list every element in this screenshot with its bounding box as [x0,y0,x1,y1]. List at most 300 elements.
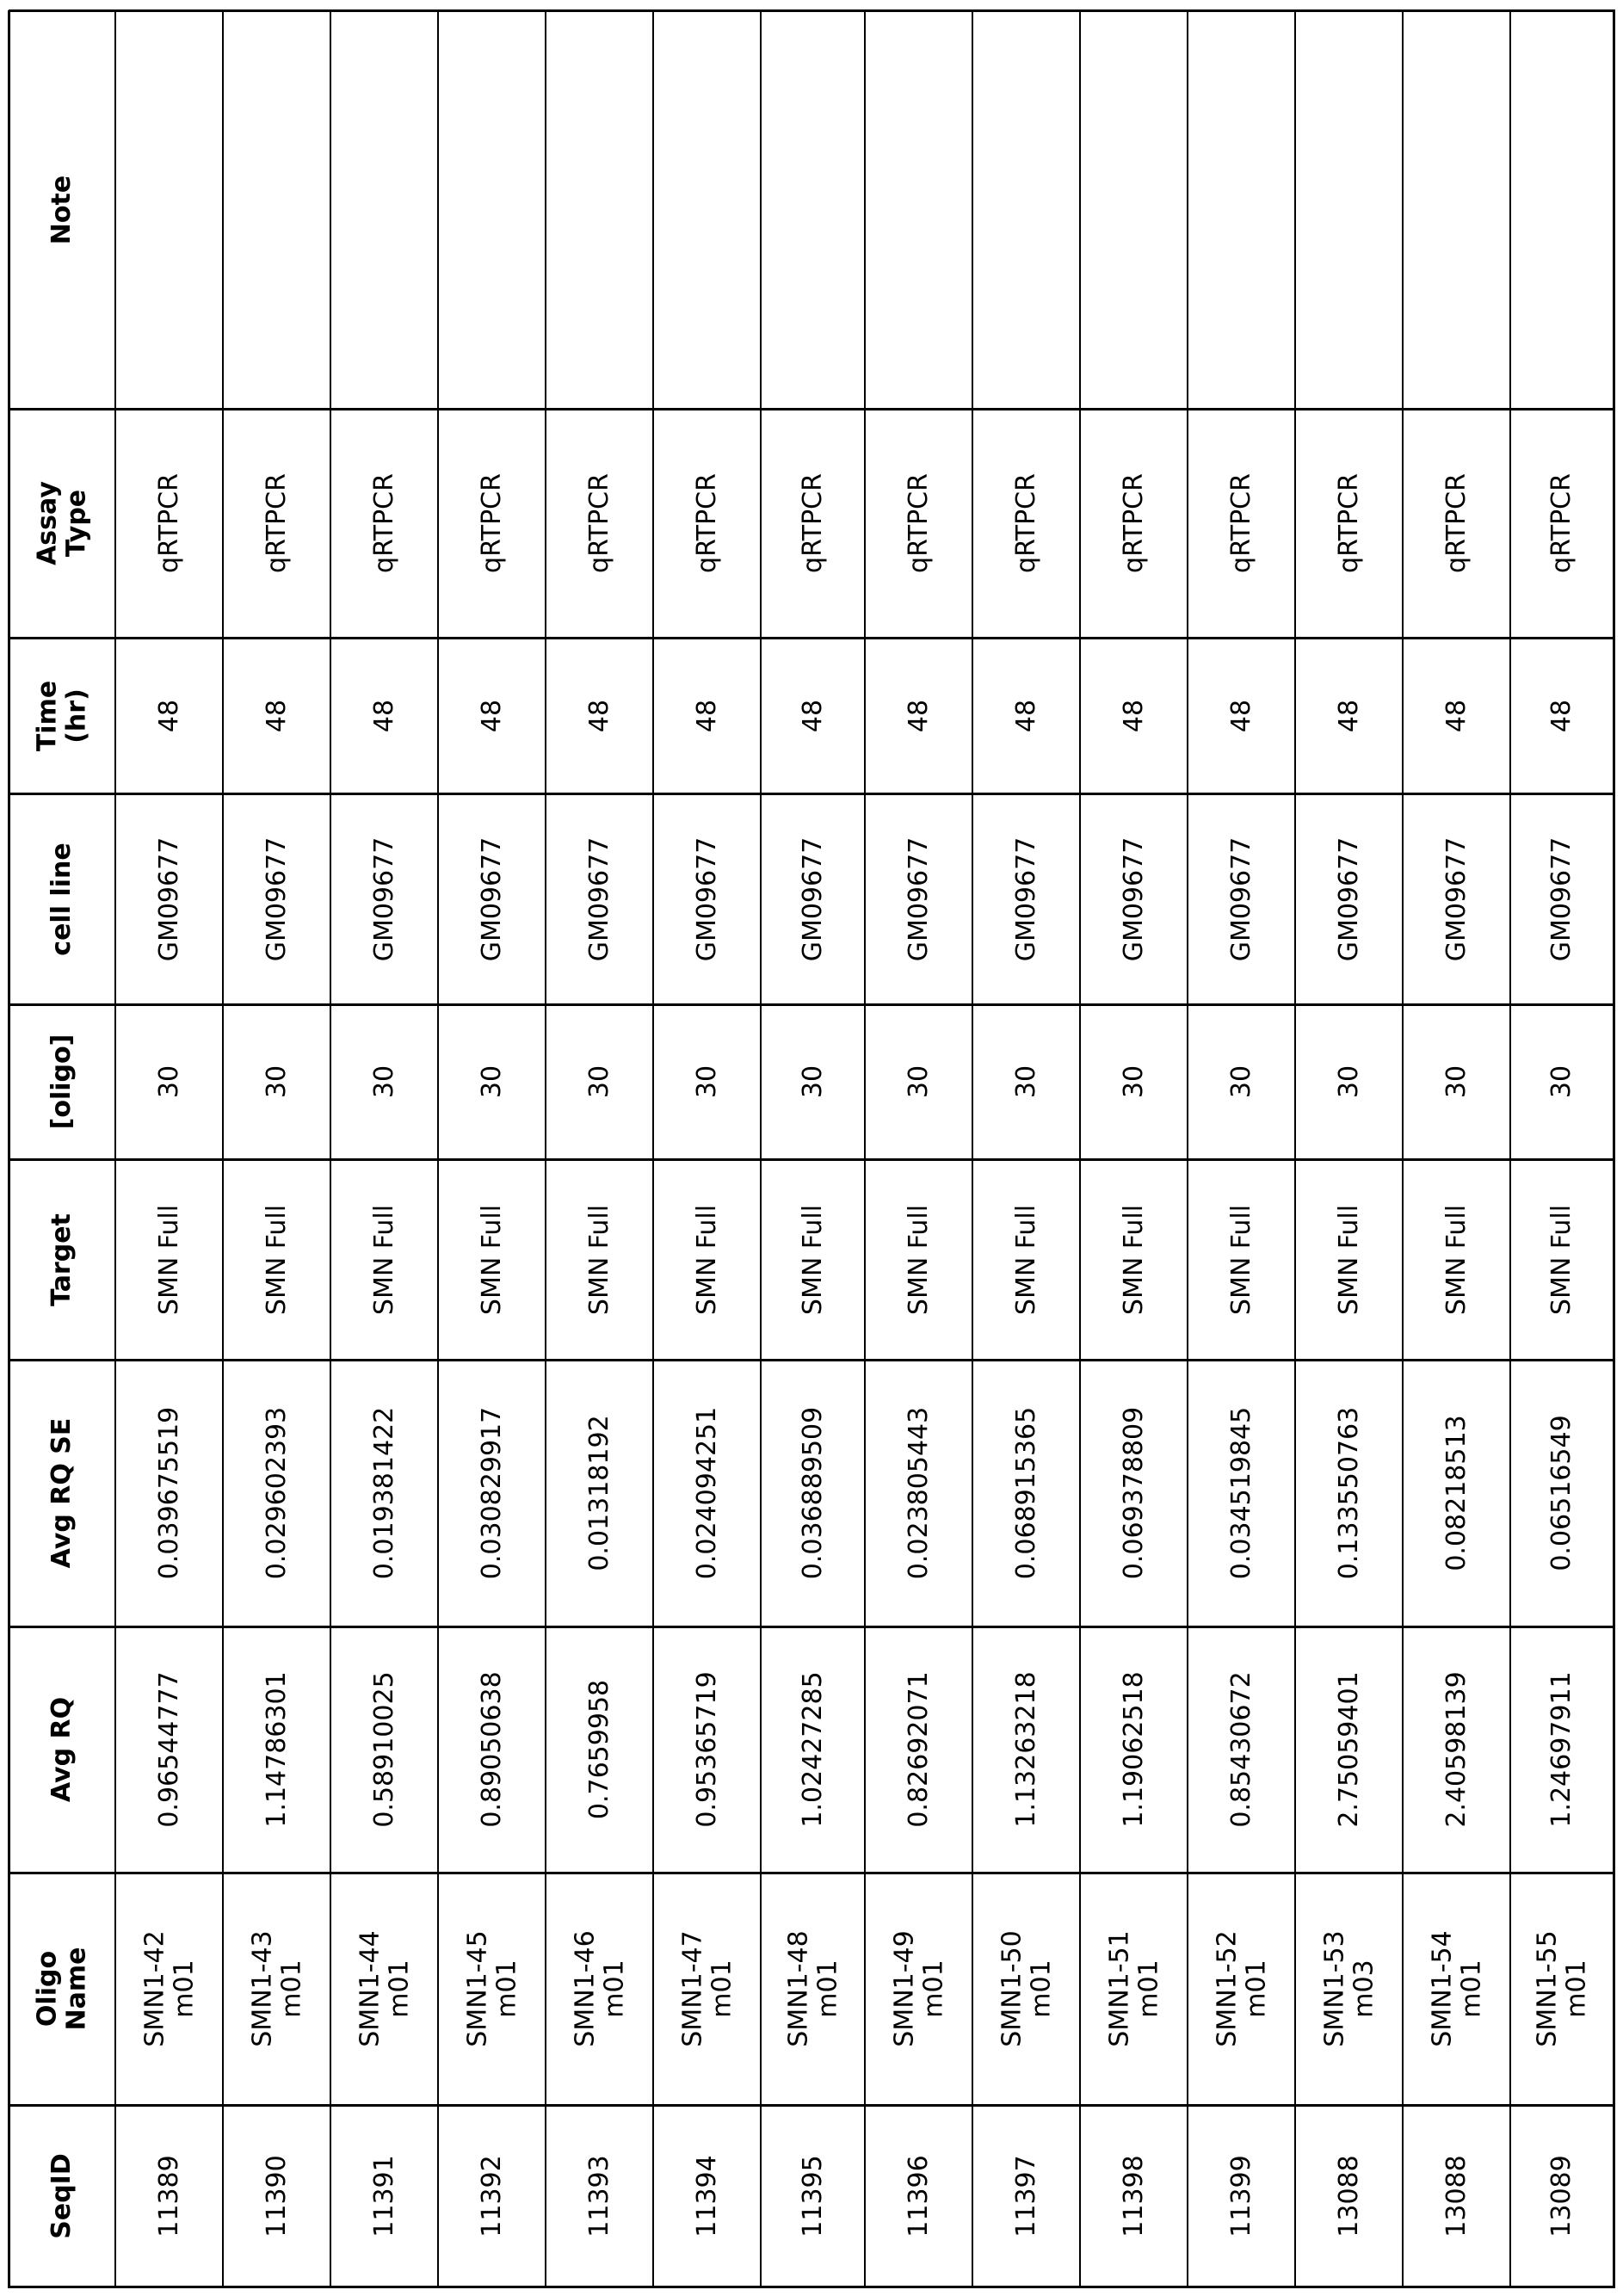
cell-value: 11398 [1118,2154,1149,2237]
cell-value: SMN Full [797,1204,828,1315]
column-header-oligo-conc [9,1004,115,1159]
cell-value: 30 [1441,1065,1472,1099]
cell-value: GM09677 [368,836,399,961]
cell-value: qRTPCR [261,473,292,573]
cell-oligo-name [761,1873,865,2105]
cell-value: GM09677 [691,836,722,961]
cell-value: 30 [903,1065,934,1099]
row-divider [652,10,654,2288]
column-divider [9,9,1615,12]
cell-oligo-conc [1403,1004,1510,1159]
cell-value: 11396 [903,2154,934,2237]
cell-avg-rq-se [865,1360,972,1626]
cell-oligo-name [653,1873,761,2105]
cell-value: SMN Full [691,1204,722,1315]
cell-time-hr [1403,638,1510,793]
cell-value: 0.7659958 [583,1679,614,1820]
cell-value: 30 [797,1065,828,1099]
cell-value: SMN Full [903,1204,934,1315]
cell-value: qRTPCR [797,473,828,573]
cell-value: 0.06516549 [1546,1415,1577,1571]
cell-target [1510,1159,1614,1360]
column-header-label: cell line [46,842,77,956]
cell-assay-type [972,409,1080,638]
cell-value: qRTPCR [368,473,399,573]
cell-oligo-name [1295,1873,1403,2105]
cell-avg-rq [1295,1626,1403,1873]
cell-oligo-name [1403,1873,1510,2105]
cell-time-hr [865,638,972,793]
cell-value: SMN1-54 m01 [1426,1930,1486,2047]
cell-target [653,1159,761,1360]
cell-note [761,10,865,409]
cell-value: 13088 [1333,2154,1364,2237]
cell-value: GM09677 [1118,836,1149,961]
cell-value: 0.029602393 [261,1406,292,1580]
cell-value: SMN1-47 m01 [676,1930,737,2047]
cell-assay-type [438,409,546,638]
cell-oligo-conc [761,1004,865,1159]
cell-time-hr [330,638,438,793]
cell-target [223,1159,330,1360]
cell-note [1403,10,1510,409]
cell-value: 30 [583,1065,614,1099]
cell-cell-line [653,793,761,1004]
cell-value: 48 [153,699,184,732]
cell-avg-rq [115,1626,223,1873]
cell-note [330,10,438,409]
column-divider [9,1158,1615,1161]
cell-value: 0.85430672 [1225,1671,1256,1828]
column-divider [9,1359,1615,1361]
cell-value: 48 [1010,699,1041,732]
cell-value: SMN Full [476,1204,507,1315]
cell-assay-type [1188,409,1295,638]
cell-value: 13088 [1441,2154,1472,2237]
cell-avg-rq-se [1080,1360,1188,1626]
cell-value: qRTPCR [1333,473,1364,573]
cell-value: 48 [903,699,934,732]
cell-value: GM09677 [1546,836,1577,961]
cell-value: 0.034519845 [1225,1406,1256,1580]
cell-value: SMN1-50 m01 [996,1930,1056,2047]
cell-value: 1.02427285 [797,1671,828,1828]
cell-value: 0.96544777 [153,1671,184,1828]
row-divider [1509,10,1511,2288]
cell-oligo-name [115,1873,223,2105]
column-divider [9,1626,1615,1628]
cell-cell-line [972,793,1080,1004]
cell-value: 11389 [153,2154,184,2237]
cell-avg-rq [223,1626,330,1873]
cell-value: GM09677 [1441,836,1472,961]
column-header-label: Time (hr) [32,680,91,751]
cell-avg-rq [1188,1626,1295,1873]
cell-note [1188,10,1295,409]
cell-value: qRTPCR [583,473,614,573]
cell-value: 1.14786301 [261,1671,292,1828]
cell-assay-type [653,409,761,638]
cell-cell-line [1080,793,1188,1004]
cell-time-hr [1188,638,1295,793]
cell-avg-rq-se [1510,1360,1614,1626]
column-header-label: Note [46,175,77,244]
cell-cell-line [438,793,546,1004]
column-header-target [9,1159,115,1360]
cell-value: 0.82692071 [903,1671,934,1828]
cell-value: 1.24697911 [1546,1671,1577,1828]
cell-value: 11394 [691,2154,722,2237]
cell-time-hr [223,638,330,793]
cell-value: SMN1-43 m01 [246,1930,306,2047]
cell-target [1403,1159,1510,1360]
cell-assay-type [1510,409,1614,638]
cell-oligo-conc [1510,1004,1614,1159]
cell-seqid [1080,2105,1188,2287]
cell-avg-rq [330,1626,438,1873]
cell-seqid [1188,2105,1295,2287]
column-header-label: Target [46,1213,77,1306]
cell-oligo-conc [546,1004,653,1159]
cell-oligo-conc [438,1004,546,1159]
cell-value: SMN1-53 m03 [1318,1930,1379,2047]
cell-seqid [1510,2105,1614,2287]
cell-value: SMN1-52 m01 [1211,1930,1271,2047]
cell-value: GM09677 [583,836,614,961]
cell-time-hr [1295,638,1403,793]
cell-value: SMN Full [153,1204,184,1315]
column-header-label: Assay Type [32,481,91,565]
cell-value: 48 [583,699,614,732]
column-divider [9,408,1615,410]
cell-value: 30 [368,1065,399,1099]
row-divider [1402,10,1404,2288]
cell-avg-rq [438,1626,546,1873]
cell-value: qRTPCR [1010,473,1041,573]
cell-value: 0.133550763 [1333,1406,1364,1580]
column-header-label: [oligo] [46,1034,77,1130]
cell-oligo-name [1188,1873,1295,2105]
column-header-note [9,10,115,409]
cell-avg-rq [1080,1626,1188,1873]
cell-value: 0.023805443 [903,1406,934,1580]
cell-avg-rq-se [546,1360,653,1626]
cell-avg-rq [546,1626,653,1873]
cell-value: 30 [1333,1065,1364,1099]
cell-time-hr [1080,638,1188,793]
cell-cell-line [115,793,223,1004]
cell-value: 0.030829917 [476,1406,507,1580]
cell-value: 0.95365719 [691,1671,722,1828]
cell-avg-rq-se [761,1360,865,1626]
cell-oligo-conc [653,1004,761,1159]
cell-target [1080,1159,1188,1360]
cell-value: SMN1-49 m01 [888,1930,948,2047]
column-header-label: Avg RQ [46,1696,77,1803]
cell-value: SMN1-46 m01 [569,1930,629,2047]
column-divider [9,637,1615,639]
cell-oligo-name [438,1873,546,2105]
cell-note [115,10,223,409]
row-divider [8,10,10,2288]
cell-cell-line [865,793,972,1004]
cell-value: GM09677 [797,836,828,961]
cell-value: 48 [1118,699,1149,732]
cell-assay-type [223,409,330,638]
row-divider [760,10,762,2288]
cell-avg-rq-se [653,1360,761,1626]
cell-oligo-name [972,1873,1080,2105]
cell-oligo-name [1510,1873,1614,2105]
cell-value: 11399 [1225,2154,1256,2237]
cell-time-hr [1510,638,1614,793]
cell-value: 1.19062518 [1118,1671,1149,1828]
cell-note [1295,10,1403,409]
cell-value: GM09677 [153,836,184,961]
cell-value: SMN Full [1010,1204,1041,1315]
cell-avg-rq-se [972,1360,1080,1626]
cell-value: SMN1-45 m01 [461,1930,521,2047]
cell-value: 30 [1118,1065,1149,1099]
cell-value: SMN1-42 m01 [139,1930,199,2047]
cell-value: 11390 [261,2154,292,2237]
cell-cell-line [761,793,865,1004]
cell-note [972,10,1080,409]
cell-note [546,10,653,409]
column-divider [9,2286,1615,2288]
cell-assay-type [1403,409,1510,638]
column-header-label: SeqID [46,2152,77,2239]
cell-oligo-name [546,1873,653,2105]
cell-seqid [223,2105,330,2287]
cell-assay-type [761,409,865,638]
row-divider [545,10,546,2288]
cell-value: GM09677 [476,836,507,961]
cell-oligo-conc [1080,1004,1188,1159]
cell-value: 30 [1225,1065,1256,1099]
cell-avg-rq [972,1626,1080,1873]
cell-oligo-name [1080,1873,1188,2105]
cell-value: 30 [1546,1065,1577,1099]
cell-value: SMN Full [1441,1204,1472,1315]
cell-value: SMN Full [1225,1204,1256,1315]
cell-value: 30 [476,1065,507,1099]
cell-seqid [1295,2105,1403,2287]
cell-avg-rq [1403,1626,1510,1873]
cell-seqid [115,2105,223,2287]
cell-value: SMN Full [368,1204,399,1315]
cell-value: 30 [153,1065,184,1099]
cell-value: 11391 [368,2154,399,2237]
row-divider [1187,10,1188,2288]
cell-value: 13089 [1546,2154,1577,2237]
cell-assay-type [330,409,438,638]
cell-avg-rq [761,1626,865,1873]
cell-avg-rq-se [330,1360,438,1626]
column-header-label: Avg RQ SE [46,1417,77,1569]
row-divider [1079,10,1081,2288]
cell-value: GM09677 [1010,836,1041,961]
cell-seqid [653,2105,761,2287]
cell-assay-type [1295,409,1403,638]
cell-note [1080,10,1188,409]
cell-value: qRTPCR [1546,473,1577,573]
column-divider [9,1872,1615,1874]
cell-avg-rq [865,1626,972,1873]
cell-value: 48 [1333,699,1364,732]
cell-oligo-conc [865,1004,972,1159]
cell-value: 48 [1225,699,1256,732]
cell-value: 11392 [476,2154,507,2237]
cell-value: 48 [261,699,292,732]
cell-value: 0.068915365 [1010,1406,1041,1580]
row-divider [330,10,331,2288]
cell-target [1295,1159,1403,1360]
cell-cell-line [546,793,653,1004]
cell-target [330,1159,438,1360]
cell-cell-line [1295,793,1403,1004]
cell-avg-rq-se [1295,1360,1403,1626]
cell-avg-rq-se [223,1360,330,1626]
cell-time-hr [115,638,223,793]
column-header-assay-type [9,409,115,638]
cell-note [223,10,330,409]
cell-assay-type [865,409,972,638]
cell-value: 0.069378809 [1118,1406,1149,1580]
row-divider [972,10,973,2288]
cell-value: 30 [261,1065,292,1099]
cell-oligo-name [223,1873,330,2105]
cell-value: SMN1-55 m01 [1532,1930,1591,2047]
cell-value: qRTPCR [691,473,722,573]
cell-value: qRTPCR [476,473,507,573]
cell-target [438,1159,546,1360]
cell-value: 48 [476,699,507,732]
column-header-avg-rq [9,1626,115,1873]
column-header-seqid [9,2105,115,2287]
cell-value: SMN1-48 m01 [782,1930,842,2047]
cell-value: 48 [368,699,399,732]
cell-value: 0.08218513 [1441,1415,1472,1571]
cell-seqid [438,2105,546,2287]
cell-target [546,1159,653,1360]
cell-oligo-conc [972,1004,1080,1159]
cell-value: 0.58910025 [368,1671,399,1828]
cell-value: 30 [1010,1065,1041,1099]
cell-value: SMN1-51 m01 [1103,1930,1163,2047]
column-divider [9,1003,1615,1006]
cell-avg-rq-se [1188,1360,1295,1626]
cell-avg-rq-se [438,1360,546,1626]
cell-cell-line [1188,793,1295,1004]
cell-seqid [761,2105,865,2287]
cell-value: GM09677 [1225,836,1256,961]
row-divider [864,10,866,2288]
cell-cell-line [223,793,330,1004]
cell-value: SMN Full [583,1204,614,1315]
cell-value: 30 [691,1065,722,1099]
cell-value: qRTPCR [1118,473,1149,573]
cell-time-hr [972,638,1080,793]
cell-target [1188,1159,1295,1360]
cell-oligo-name [330,1873,438,2105]
cell-value: 0.019381422 [368,1406,399,1580]
cell-value: 2.40598139 [1441,1671,1472,1828]
cell-value: SMN Full [1546,1204,1577,1315]
cell-value: 2.75059401 [1333,1671,1364,1828]
cell-note [865,10,972,409]
cell-value: 0.024094251 [691,1406,722,1580]
cell-oligo-conc [115,1004,223,1159]
column-divider [9,2104,1615,2107]
cell-assay-type [115,409,223,638]
cell-cell-line [330,793,438,1004]
cell-target [115,1159,223,1360]
cell-value: 48 [691,699,722,732]
cell-time-hr [438,638,546,793]
cell-value: 0.039675519 [153,1406,184,1580]
cell-time-hr [653,638,761,793]
cell-seqid [972,2105,1080,2287]
cell-value: SMN Full [261,1204,292,1315]
cell-value: 11393 [583,2154,614,2237]
row-divider [114,10,116,2288]
cell-avg-rq [1510,1626,1614,1873]
cell-value: qRTPCR [153,473,184,573]
cell-value: 1.13263218 [1010,1671,1041,1828]
cell-value: 0.89050638 [476,1671,507,1828]
cell-value: 48 [797,699,828,732]
cell-time-hr [546,638,653,793]
row-divider [222,10,224,2288]
cell-value: 0.01318192 [583,1415,614,1571]
column-header-avg-rq-se [9,1360,115,1626]
cell-value: SMN Full [1333,1204,1364,1315]
cell-assay-type [1080,409,1188,638]
cell-seqid [865,2105,972,2287]
cell-value: GM09677 [1333,836,1364,961]
cell-oligo-name [865,1873,972,2105]
cell-note [438,10,546,409]
cell-avg-rq [653,1626,761,1873]
cell-value: SMN Full [1118,1204,1149,1315]
cell-value: GM09677 [903,836,934,961]
column-divider [9,793,1615,795]
cell-value: 0.036889509 [797,1406,828,1580]
cell-value: qRTPCR [903,473,934,573]
cell-value: SMN1-44 m01 [354,1930,414,2047]
cell-note [653,10,761,409]
cell-cell-line [1403,793,1510,1004]
cell-oligo-conc [330,1004,438,1159]
cell-avg-rq-se [1403,1360,1510,1626]
cell-assay-type [546,409,653,638]
cell-target [972,1159,1080,1360]
cell-oligo-conc [1188,1004,1295,1159]
cell-target [761,1159,865,1360]
column-header-oligo-name [9,1873,115,2105]
cell-seqid [330,2105,438,2287]
cell-seqid [546,2105,653,2287]
cell-oligo-conc [1295,1004,1403,1159]
cell-value: qRTPCR [1441,473,1472,573]
column-header-time-hr [9,638,115,793]
row-divider [437,10,439,2288]
cell-value: 48 [1546,699,1577,732]
row-divider [1294,10,1296,2288]
cell-value: GM09677 [261,836,292,961]
cell-target [865,1159,972,1360]
